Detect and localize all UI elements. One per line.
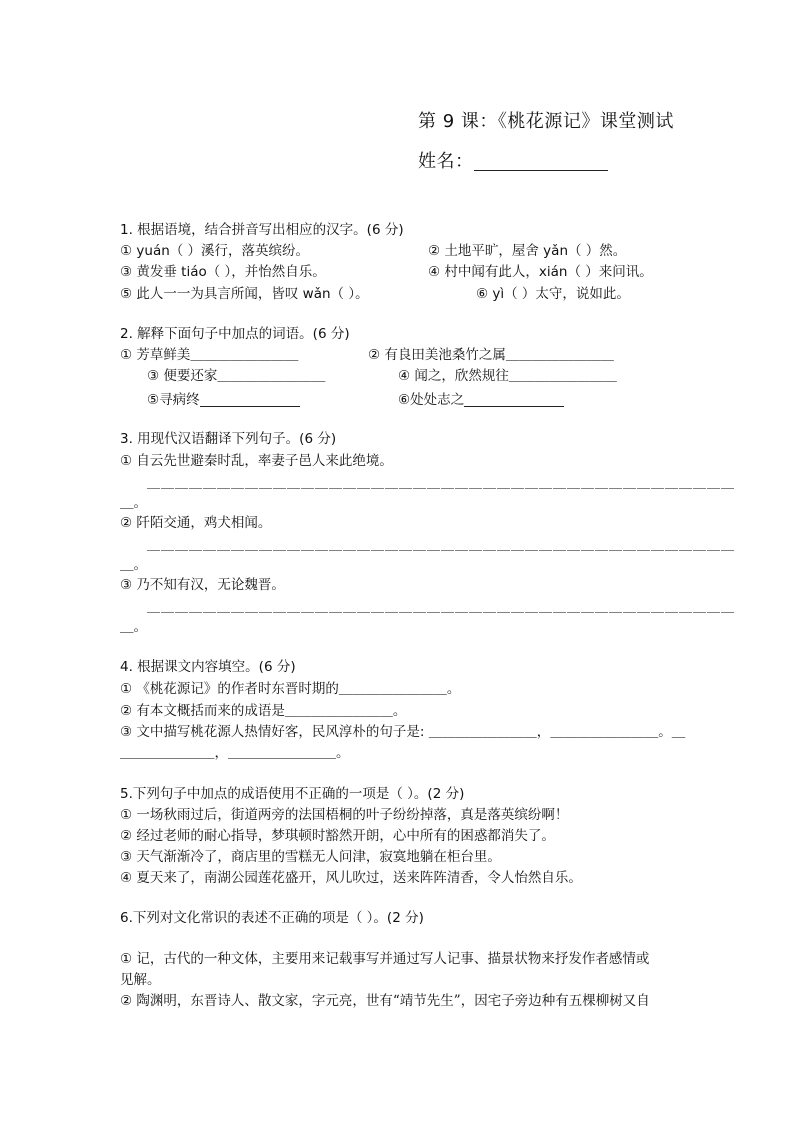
- q2-item-2: ② 有良田美池桑竹之属＿＿＿＿＿＿＿＿: [368, 347, 614, 363]
- q5-option-2: ② 经过老师的耐心指导，梦琪顿时豁然开朗，心中所有的困惑都消失了。: [120, 828, 555, 844]
- q2-item-1: ① 芳草鲜美＿＿＿＿＿＿＿＿: [120, 347, 299, 363]
- q6-option-2-pre: ② 陶渊明，东晋诗人、散文家，字元亮，世有: [120, 993, 393, 1009]
- q2-item-6-row: [398, 391, 564, 408]
- q3-answer-line-3[interactable]: ＿＿＿＿＿＿＿＿＿＿＿＿＿＿＿＿＿＿＿＿＿＿＿＿＿＿＿＿＿＿＿＿＿＿＿＿＿＿＿＿＿＿: [147, 600, 736, 615]
- q6-option-2-quote: “靖节先生”: [392, 993, 461, 1009]
- q2-item-6: ⑥处处志之: [398, 392, 465, 408]
- q1-heading: 1. 根据语境，结合拼音写出相应的汉字。(6 分): [120, 222, 404, 238]
- q1-item-3: ③ 黄发垂 tiáo（ ），并怡然自乐。: [120, 264, 326, 280]
- q3-sentence-3: ③ 乃不知有汉，无论魏晋。: [120, 577, 285, 593]
- q3-sentence-1: ① 自云先世避秦时乱，率妻子邑人来此绝境。: [120, 453, 393, 469]
- q5-heading: 5.下列句子中加点的成语使用不正确的一项是（ ）。(2 分): [120, 786, 465, 802]
- q6-option-2-post: ，因宅子旁边种有五棵柳树又自: [460, 993, 650, 1009]
- q3-sentence-2: ② 阡陌交通，鸡犬相闻。: [120, 515, 272, 531]
- q3-answer-end-1: ＿。: [120, 495, 147, 511]
- q5-option-4: ④ 夏天来了，南湖公园莲花盛开，风儿吹过，送来阵阵清香，令人怡然自乐。: [120, 870, 582, 886]
- q1-item-1: ① yuán（ ）溪行，落英缤纷。: [120, 243, 310, 259]
- q5-option-1: ① 一场秋雨过后，街道两旁的法国梧桐的叶子纷纷掉落，真是落英缤纷啊！: [120, 807, 569, 823]
- q2-heading: 2. 解释下面句子中加点的词语。(6 分): [120, 326, 350, 342]
- q2-item-3: ③ 便要还家＿＿＿＿＿＿＿＿: [147, 368, 326, 384]
- q2-item-5: ⑤寻病终: [147, 392, 200, 408]
- page-title: 第 9 课：《桃花源记》课堂测试: [418, 111, 674, 132]
- q6-heading: 6.下列对文化常识的表述不正确的项是（ ）。(2 分): [120, 910, 424, 926]
- q4-item-2: ② 有本文概括而来的成语是＿＿＿＿＿＿＿＿。: [120, 703, 407, 719]
- q3-answer-line-1[interactable]: ＿＿＿＿＿＿＿＿＿＿＿＿＿＿＿＿＿＿＿＿＿＿＿＿＿＿＿＿＿＿＿＿＿＿＿＿＿＿＿＿＿＿: [147, 476, 736, 491]
- q2-item-6-blank[interactable]: [464, 391, 564, 407]
- name-field-row: [418, 147, 608, 173]
- q2-item-4: ④ 闻之，欣然规往＿＿＿＿＿＿＿＿: [398, 368, 617, 384]
- q5-option-3: ③ 天气渐渐冷了，商店里的雪糕无人问津，寂寞地躺在柜台里。: [120, 849, 501, 865]
- q1-item-6: ⑥ yì（ ）太守，说如此。: [476, 286, 630, 302]
- q4-heading: 4. 根据课文内容填空。(6 分): [120, 659, 296, 675]
- q3-answer-end-2: ＿。: [120, 557, 147, 573]
- q3-answer-end-3: ＿。: [120, 619, 147, 635]
- q4-item-3: ③ 文中描写桃花源人热情好客，民风淳朴的句子是: ＿＿＿＿＿＿＿＿，＿＿＿＿＿＿＿＿。＿: [120, 724, 686, 740]
- name-blank[interactable]: [474, 155, 608, 171]
- q4-item-3-cont: ＿＿＿＿＿＿＿，＿＿＿＿＿＿＿＿。: [120, 745, 350, 761]
- q6-option-2: [120, 995, 650, 1009]
- q1-item-5: ⑤ 此人一一为具言所闻，皆叹 wǎn（ ）。: [120, 286, 369, 302]
- name-label: 姓名：: [418, 151, 474, 172]
- q2-item-5-row: [147, 391, 300, 408]
- q1-item-2: ② 土地平旷，屋舍 yǎn（ ）然。: [428, 243, 627, 259]
- q3-heading: 3. 用现代汉语翻译下列句子。(6 分): [120, 431, 337, 447]
- q6-option-1-line-2: 见解。: [120, 972, 161, 988]
- q1-item-4: ④ 村中闻有此人，xián（ ）来问讯。: [428, 264, 653, 280]
- q3-answer-line-2[interactable]: ＿＿＿＿＿＿＿＿＿＿＿＿＿＿＿＿＿＿＿＿＿＿＿＿＿＿＿＿＿＿＿＿＿＿＿＿＿＿＿＿＿＿: [147, 538, 736, 553]
- q4-item-1: ① 《桃花源记》的作者时东晋时期的＿＿＿＿＿＿＿＿。: [120, 681, 461, 697]
- q6-option-1-line-1: ① 记，古代的一种文体，主要用来记载事写并通过写人记事、描景状物来抒发作者感情或: [120, 951, 650, 967]
- q2-item-5-blank[interactable]: [200, 391, 300, 407]
